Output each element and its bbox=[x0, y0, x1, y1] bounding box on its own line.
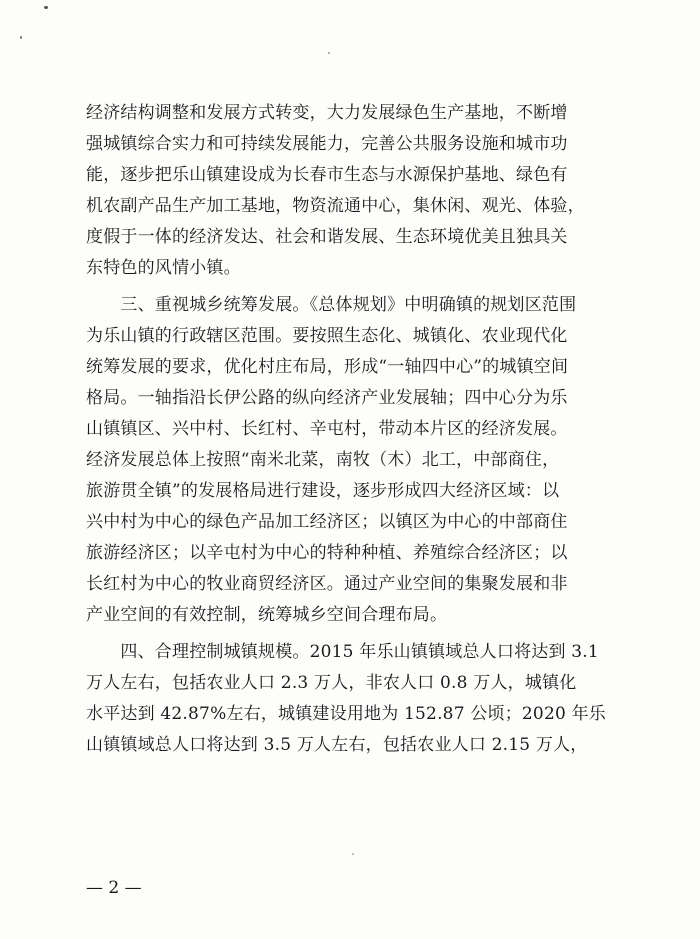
paragraph-3 bbox=[86, 637, 646, 761]
text-line: 旅游贯全镇”的发展格局进行建设，逐步形成四大经济区域：以 bbox=[86, 481, 560, 501]
text-line: 山镇镇域总人口将达到 3.5 万人左右，包括农业人口 2.15 万人， bbox=[86, 735, 588, 755]
paragraph-1 bbox=[86, 98, 646, 284]
scan-speck bbox=[20, 36, 22, 39]
text-line: 经济结构调整和发展方式转变，大力发展绿色生产基地，不断增 bbox=[86, 103, 568, 123]
text-line: 东特色的风情小镇。 bbox=[86, 258, 241, 278]
text-line: 长红村为中心的牧业商贸经济区。通过产业空间的集聚发展和非 bbox=[86, 574, 568, 594]
text-line: 统筹发展的要求，优化村庄布局，形成“一轴四中心”的城镇空间 bbox=[86, 357, 569, 377]
text-line: 能，逐步把乐山镇建设成为长春市生态与水源保护基地、绿色有 bbox=[86, 165, 568, 185]
text-line: 格局。一轴指沿长伊公路的纵向经济产业发展轴；四中心分为乐 bbox=[86, 388, 568, 408]
text-line: 四、合理控制城镇规模。2015 年乐山镇镇域总人口将达到 3.1 bbox=[86, 642, 599, 662]
text-line: 机农副产品生产加工基地，物资流通中心，集休闲、观光、体验， bbox=[86, 196, 585, 216]
text-line: 强城镇综合实力和可持续发展能力，完善公共服务设施和城市功 bbox=[86, 134, 568, 154]
text-line: 旅游经济区；以辛屯村为中心的特种种植、养殖综合经济区；以 bbox=[86, 543, 568, 563]
scan-speck bbox=[44, 6, 48, 9]
text-line: 度假于一体的经济发达、社会和谐发展、生态环境优美且独具关 bbox=[86, 227, 568, 247]
text-line: 三、重视城乡统筹发展。《总体规划》中明确镇的规划区范围 bbox=[86, 295, 577, 315]
text-line: 产业空间的有效控制，统筹城乡空间合理布局。 bbox=[86, 605, 448, 625]
page-number: — 2 — bbox=[86, 878, 142, 898]
text-line: 为乐山镇的行政辖区范围。要按照生态化、城镇化、农业现代化 bbox=[86, 326, 568, 346]
text-line: 兴中村为中心的绿色产品加工经济区；以镇区为中心的中部商住 bbox=[86, 512, 568, 532]
text-line: 经济发展总体上按照“南米北菜，南牧（木）北工，中部商住， bbox=[86, 450, 560, 470]
text-line: 万人左右，包括农业人口 2.3 万人，非农人口 0.8 万人，城镇化 bbox=[86, 673, 577, 693]
scan-speck bbox=[352, 853, 354, 855]
scan-speck bbox=[328, 52, 330, 54]
text-line: 水平达到 42.87%左右，城镇建设用地为 152.87 公顷；2020 年乐 bbox=[86, 704, 606, 724]
paragraph-2 bbox=[86, 290, 646, 631]
text-line: 山镇镇区、兴中村、长红村、辛屯村，带动本片区的经济发展。 bbox=[86, 419, 568, 439]
body-text bbox=[86, 98, 646, 761]
